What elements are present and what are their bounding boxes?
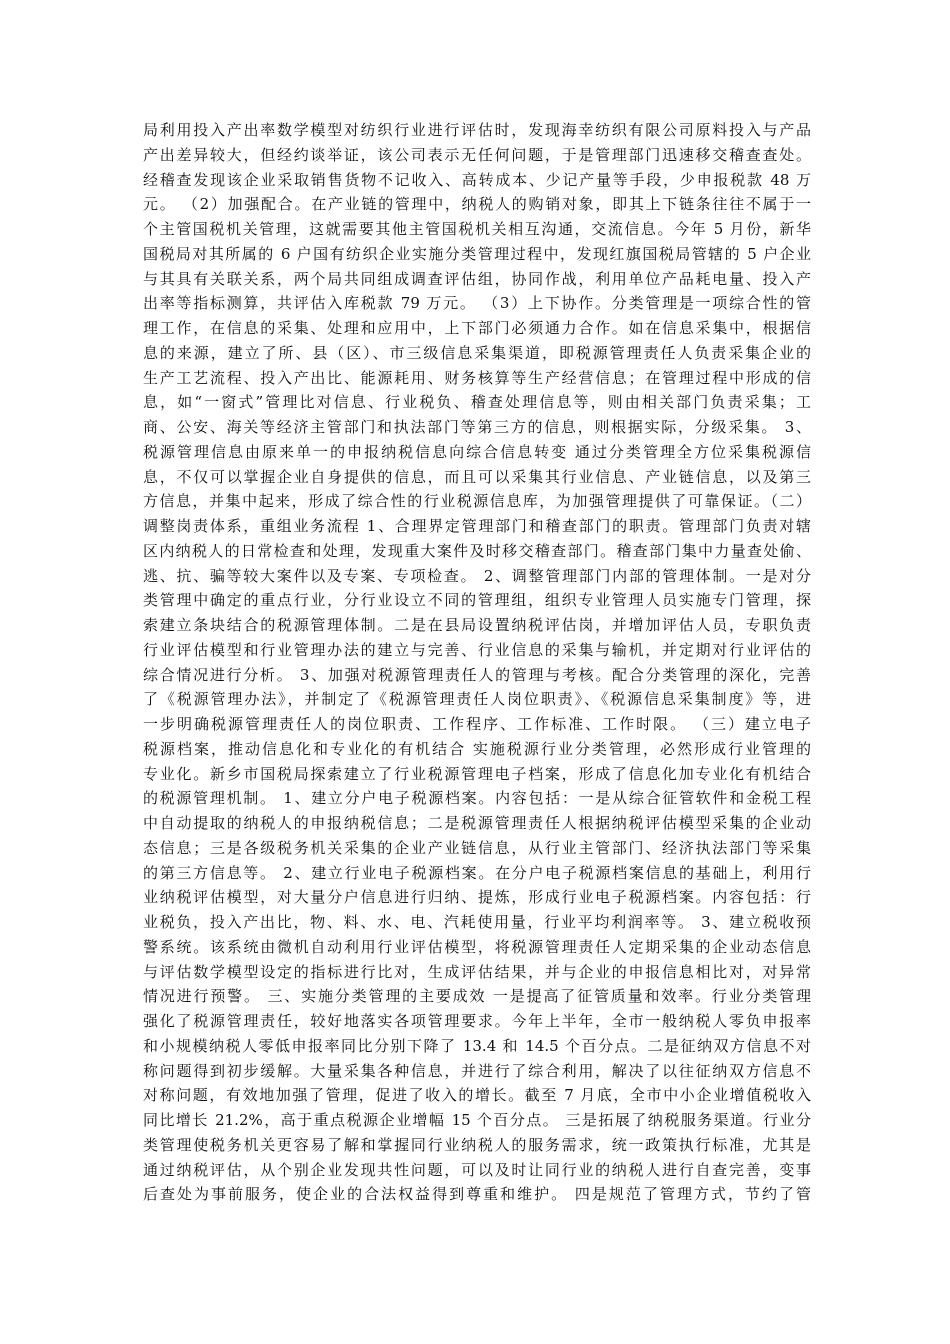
text-line: 国税局对其所属的 6 户国有纺织企业实施分类管理过程中，发现红旗国税局管辖的 5 户企业 [143, 244, 811, 263]
text-line: 一步明确税源管理责任人的岗位职责、工作程序、工作标准、工作时限。 （三）建立电子 [143, 715, 811, 733]
text-line: 理工作，在信息的采集、处理和应用中，上下部门必须通力合作。如在信息采集中，根据信 [143, 319, 811, 337]
text-line: 个主管国税机关管理，这就需要其他主管国税机关相互沟通，交流信息。今年 5 月份，新华 [143, 220, 811, 238]
text-line: 与评估数学模型设定的指标进行比对，生成评估结果，并与企业的申报信息相比对，对异常 [143, 962, 811, 981]
text-line: 通过纳税评估，从个别企业发现共性问题，可以及时让同行业的纳税人进行自查完善，变事 [143, 1160, 811, 1179]
text-line: 业纳税评估模型，对大量分户信息进行归纳、提炼，形成行业电子税源档案。内容包括：行 [143, 888, 811, 907]
text-line: 区内纳税人的日常检查和处理，发现重大案件及时移交稽查部门。稽查部门集中力量查处偷、 [143, 541, 811, 560]
text-line: 的第三方信息等。 2、建立行业电子税源档案。在分户电子税源档案信息的基础上，利用行 [143, 863, 811, 882]
text-line: 态信息；三是各级税务机关采集的企业产业链信息，从行业主管部门、经济执法部门等采集 [143, 838, 811, 857]
text-line: 和小规模纳税人零低申报率同比分别下降了 13.4 和 14.5 个百分点。二是征纳双方信息不对 [143, 1036, 811, 1055]
text-line: 综合情况进行分析。 3、加强对税源管理责任人的管理与考核。配合分类管理的深化，完善 [143, 665, 811, 684]
text-line: 索建立条块结合的税源管理体制。二是在县局设置纳税评估岗，并增加评估人员，专职负责 [143, 616, 811, 634]
text-line: 同比增长 21.2%，高于重点税源企业增幅 15 个百分点。 三是拓展了纳税服务渠道。行业分 [143, 1111, 811, 1129]
text-line: 情况进行预警。 三、实施分类管理的主要成效 一是提高了征管质量和效率。行业分类管理 [143, 987, 811, 1006]
text-line: 警系统。该系统由微机自动利用行业评估模型，将税源管理责任人定期采集的企业动态信息 [143, 937, 811, 956]
text-line: 方信息，并集中起来，形成了综合性的行业税源信息库，为加强管理提供了可靠保证。（二） [143, 492, 811, 511]
text-line: 对称问题，有效地加强了管理，促进了收入的增长。截至 7 月底，全市中小企业增值税收入 [143, 1086, 811, 1105]
text-line: 税源管理信息由原来单一的申报纳税信息向综合信息转变 通过分类管理全方位采集税源信 [143, 442, 811, 461]
text-line: 产出差异较大，但经约谈举证，该公司表示无任何问题，于是管理部门迅速移交稽查查处。 [143, 145, 811, 164]
text-line: 的税源管理机制。 1、建立分户电子税源档案。内容包括：一是从综合征管软件和金税工程 [143, 789, 811, 808]
text-line: 类管理中确定的重点行业，分行业设立不同的管理组，组织专业管理人员实施专门管理，探 [143, 591, 811, 610]
text-line: 元。 （2）加强配合。在产业链的管理中，纳税人的购销对象，即其上下链条往往不属于一 [143, 195, 811, 214]
text-line: 调整岗责体系，重组业务流程 1、合理界定管理部门和稽查部门的职责。管理部门负责对辖 [143, 517, 811, 535]
text-line: 商、公安、海关等经济主管部门和执法部门等第三方的信息，则根据实际，分级采集。 3、 [143, 418, 811, 436]
text-line: 经稽查发现该企业采取销售货物不记收入、高转成本、少记产量等手段，少申报税款 48 万 [143, 170, 811, 189]
text-line: 称问题得到初步缓解。大量采集各种信息，并进行了综合利用，解决了以往征纳双方信息不 [143, 1061, 811, 1080]
text-line: 中自动提取的纳税人的申报纳税信息；二是税源管理责任人根据纳税评估模型采集的企业动 [143, 814, 811, 832]
text-line: 息，如“一窗式”管理比对信息、行业税负、稽查处理信息等，则由相关部门负责采集；工 [143, 393, 811, 412]
text-line: 逃、抗、骗等较大案件以及专案、专项检查。 2、调整管理部门内部的管理体制。一是对分 [143, 566, 811, 585]
text-line: 息的来源，建立了所、县（区）、市三级信息采集渠道，即税源管理责任人负责采集企业的 [143, 343, 811, 362]
text-line: 息，不仅可以掌握企业自身提供的信息，而且可以采集其行业信息、产业链信息，以及第三 [143, 467, 811, 486]
text-line: 强化了税源管理责任，较好地落实各项管理要求。今年上半年，全市一般纳税人零负申报率 [143, 1012, 811, 1030]
text-line: 与其具有关联关系，两个局共同组成调查评估组，协同作战，利用单位产品耗电量、投入产 [143, 269, 811, 288]
text-line: 专业化。新乡市国税局探索建立了行业税源管理电子档案，形成了信息化加专业化有机结合 [143, 764, 811, 783]
body-text [143, 118, 811, 1207]
text-line: 税源档案，推动信息化和专业化的有机结合 实施税源行业分类管理，必然形成行业管理的 [143, 739, 811, 758]
text-line: 出率等指标测算，共评估入库税款 79 万元。 （3）上下协作。分类管理是一项综合性的管 [143, 294, 811, 313]
text-line: 后查处为事前服务，使企业的合法权益得到尊重和维护。 四是规范了管理方式，节约了管 [143, 1185, 811, 1204]
text-line: 业税负，投入产出比，物、料、水、电、汽耗使用量，行业平均利润率等。 3、建立税收预 [143, 913, 811, 931]
text-line: 生产工艺流程、投入产出比、能源耗用、财务核算等生产经营信息；在管理过程中形成的信 [143, 368, 811, 387]
text-line: 了《税源管理办法》，并制定了《税源管理责任人岗位职责》、《税源信息采集制度》等，进 [143, 690, 811, 709]
text-line: 类管理使税务机关更容易了解和掌握同行业纳税人的服务需求，统一政策执行标准，尤其是 [143, 1135, 811, 1154]
text-line: 局利用投入产出率数学模型对纺织行业进行评估时，发现海幸纺织有限公司原料投入与产品 [143, 121, 811, 139]
text-line: 行业评估模型和行业管理办法的建立与完善、行业信息的采集与输机，并定期对行业评估的 [143, 640, 811, 659]
